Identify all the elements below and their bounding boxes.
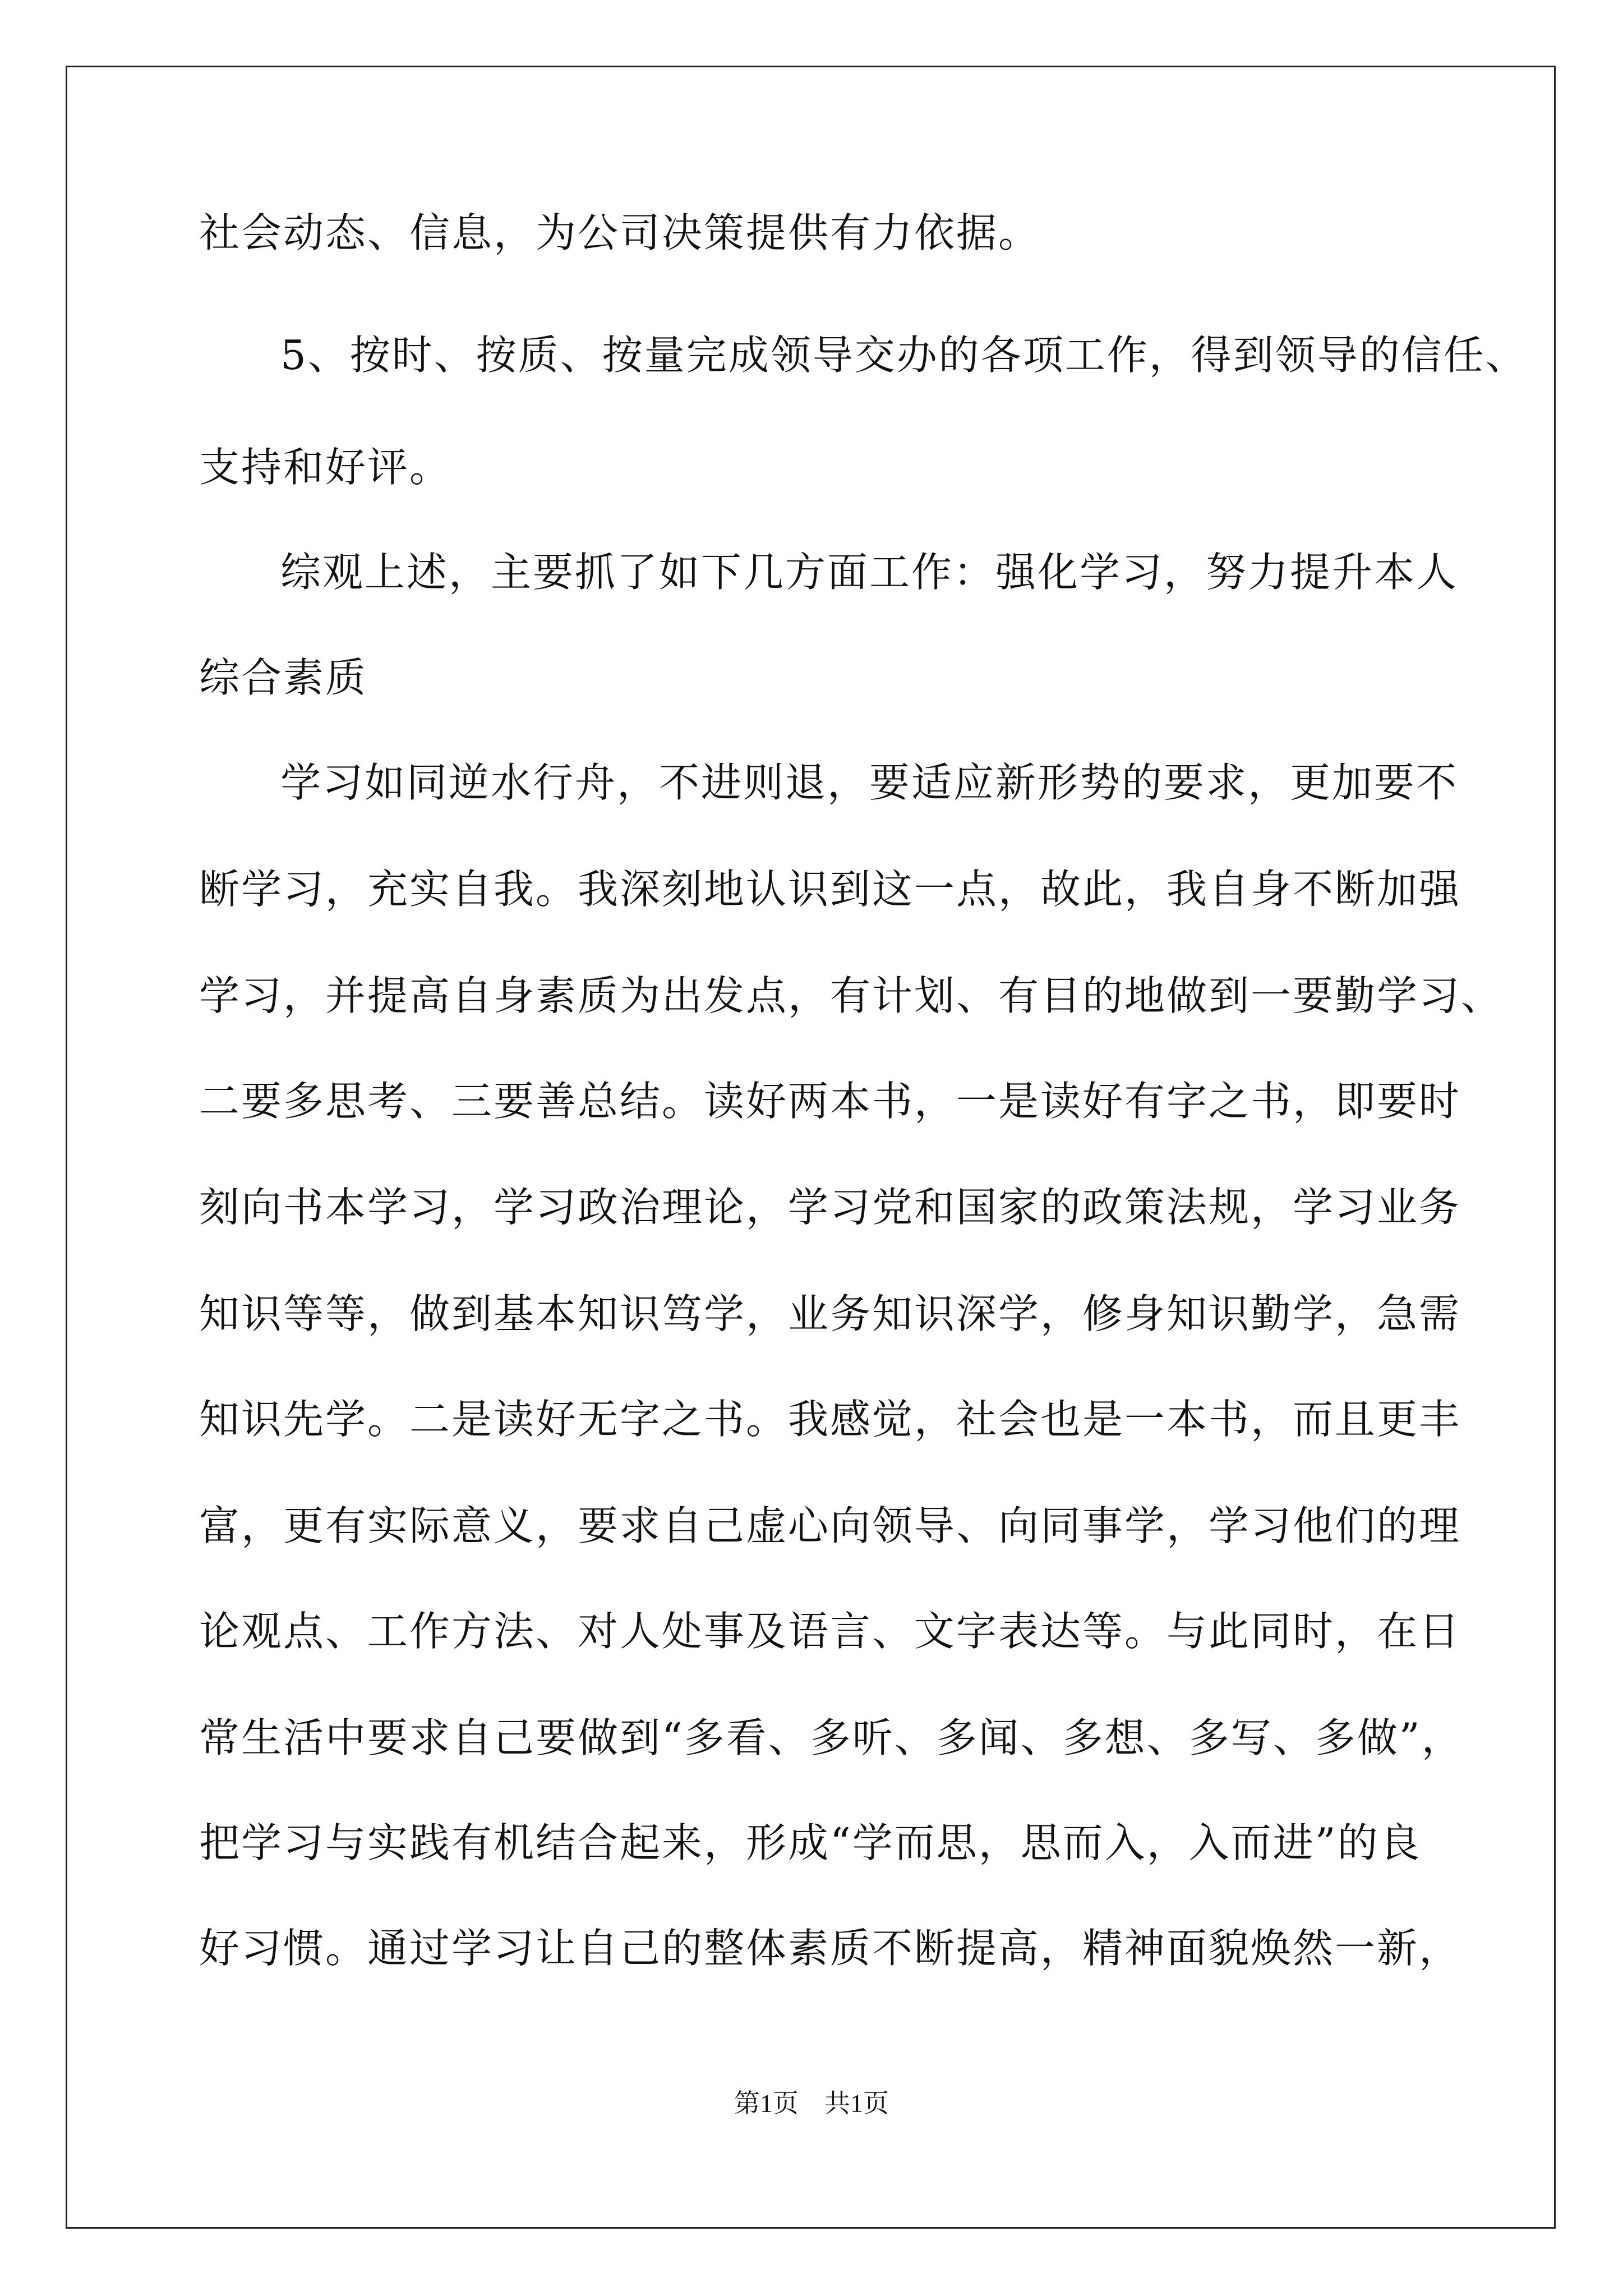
text-line: 综观上述，主要抓了如下几方面工作：强化学习，努力提升本人 [280,549,1459,596]
text-line: 断学习，充实自我。我深刻地认识到这一点，故此，我自身不断加强 [199,866,1461,913]
text-line: 把学习与实践有机结合起来，形成“学而思，思而入，入而进”的良 [199,1819,1422,1866]
text-line: 富，更有实际意义，要求自己虚心向领导、向同事学，学习他们的理 [199,1502,1461,1549]
text-line: 综合素质 [199,654,368,701]
text-line: 常生活中要求自己要做到“多看、多听、多闻、多想、多写、多做”， [199,1714,1464,1761]
text-line: 知识等等，做到基本知识笃学，业务知识深学，修身知识勤学，急需 [199,1290,1461,1337]
text-line: 支持和好评。 [199,444,452,491]
text-line: 论观点、工作方法、对人处事及语言、文字表达等。与此同时，在日 [199,1608,1461,1655]
page-frame [66,66,1556,2229]
text-line: 社会动态、信息，为公司决策提供有力依据。 [199,209,1041,256]
text-line: 学习如同逆水行舟，不进则退，要适应新形势的要求，更加要不 [280,759,1459,806]
page-footer: 第1页 共1页 [734,2089,889,2118]
text-line: 学习，并提高自身素质为出发点，有计划、有目的地做到一要勤学习、 [199,972,1504,1019]
text-line: 好习惯。通过学习让自己的整体素质不断提高，精神面貌焕然一新， [199,1925,1461,1972]
text-line: 二要多思考、三要善总结。读好两本书，一是读好有字之书，即要时 [199,1078,1461,1125]
text-line: 刻向书本学习，学习政治理论，学习党和国家的政策法规，学习业务 [199,1184,1461,1231]
text-line: 知识先学。二是读好无字之书。我感觉，社会也是一本书，而且更丰 [199,1396,1461,1443]
text-line: 5、按时、按质、按量完成领导交办的各项工作，得到领导的信任、 [280,332,1528,379]
